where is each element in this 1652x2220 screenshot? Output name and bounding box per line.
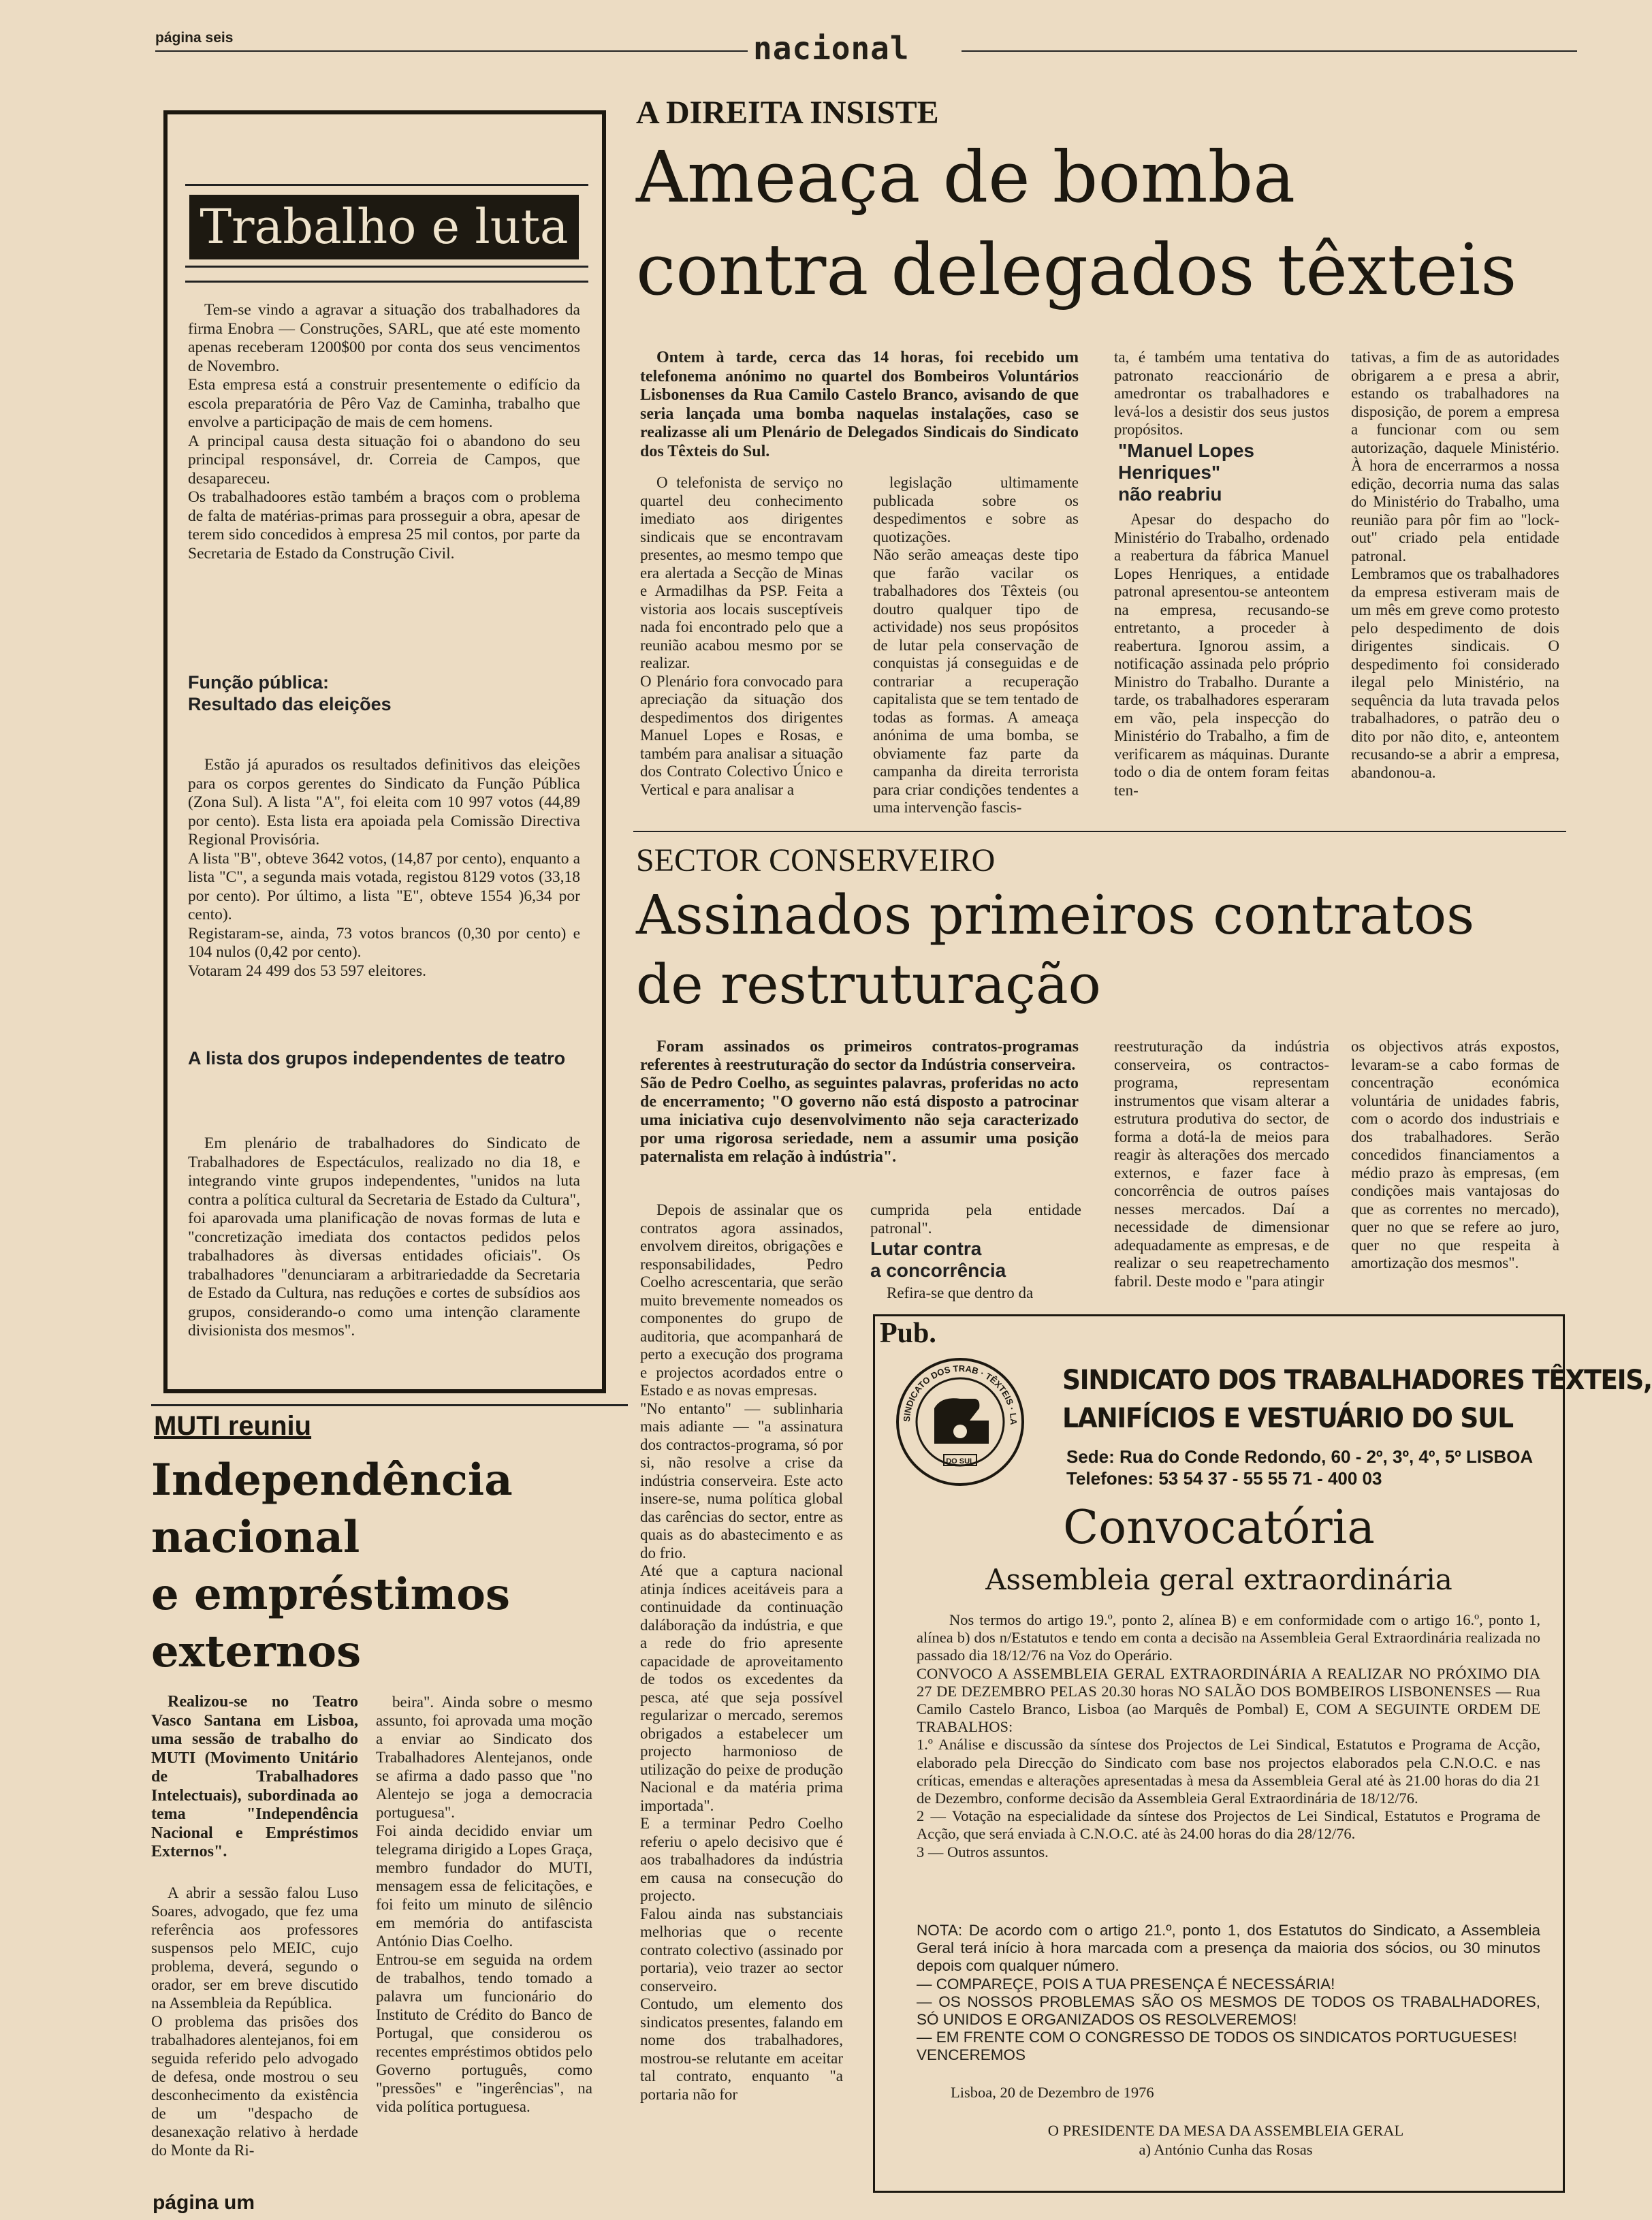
trabalho-rule-mid <box>185 266 588 268</box>
bomba-lead: Ontem à tarde, cerca das 14 horas, foi recebido um telefonema anónimo no quartel dos Bombeiros Voluntários Lisbonenses da Rua Camilo Castelo Branco, avisando de que seria lançada uma bomba naquelas instalações, caso se realizasse ali um Plenário de Delegados Sindicais do Sindicato dos Têxteis do Sul. <box>640 349 1079 460</box>
trabalho-title-text: Trabalho e luta <box>200 199 569 255</box>
ad-org-line2: LANIFÍCIOS E VESTUÁRIO DO SUL <box>1062 1403 1513 1434</box>
ad-body: Nos termos do artigo 19.º, ponto 2, alínea B) e em conformidade com o artigo 16.º, ponto 1, alínea b) dos n/Estatutos e tendo em conta a decisão na Assembleia Geral Extraordinária realizada no passado dia 18/12/76 na Voz do Operário. CONVOCO A ASSEMBLEIA GERAL EXTRAORDINÁRIA A REALIZAR NO PRÓXIMO DIA 27 DE DEZEMBRO PELAS 20.30 horas NO SALÃO DOS BOMBEIROS LISBONENSES — Rua Camilo Castelo Branco, Lisboa (ao Marquês de Pombal) E, COM A SEGUINTE ORDEM DE TRABALHOS: 1.º Análise e discussão da síntese dos Projectos de Lei Sindical, Estatutos e Programa de Acção, elaborado pela Direcção do Sindicato com base nos projectos elaborados pela C.N.O.C. e nas críticas, emendas e alterações apresentadas à mesa da Assembleia Geral até às 21.00 horas do dia 21 de Dezembro, conforme decisão da Assembleia Geral Extraordinária de 18/12/76. 2 — Votação na especialidade da síntese dos Projectos de Lei Sindical, Estatutos e Programa de Acção, que será enviada à C.N.O.C. até às 24.00 horas do dia 28/12/76. 3 — Outros assuntos. <box>917 1611 1540 1860</box>
conserveiro-rule <box>633 831 1566 832</box>
section-title: nacional <box>753 30 910 67</box>
muti-col2: beira". Ainda sobre o mesmo assunto, foi aprovada uma moção a enviar ao Sindicato dos Trabalhadores Alentejanos, onde se afirma a dado passo que "no Alentejo se joga a democracia portuguesa". Foi ainda decidido enviar um telegrama dirigido a Lopes Graça, membro fundador do MUTI, mensagem essa de felicitações, e foi feito um minuto de silêncio em memória do antifascista António Dias Coelho. Entrou-se em seguida na ordem de trabalhos, tendo tomado a palavra um funcionário do Instituto de Crédito do Banco de Portugal, que considerou os recentes empréstimos obtidos pelo Governo português, como "pressões" e "ingerências", na vida política portuguesa. <box>376 1694 592 2115</box>
ad-signature-line1: O PRESIDENTE DA MESA DA ASSEMBLEIA GERAL <box>1047 2122 1404 2139</box>
conserveiro-col2-heading: Lutar contra a concorrência <box>870 1238 1006 1281</box>
trabalho-rule-mid2 <box>185 281 588 283</box>
muti-col1: A abrir a sessão falou Luso Soares, advogado, que fez uma referência aos professores suspensos pelo MEIC, cujo problema, deverá, segundo o orador, ser em breve discutido na Assembleia da República. O problema das prisões dos trabalhadores alentejanos, foi em seguida referido pelo advogado de defesa, onde mostrou o seu desconhecimento da existência de um "despacho de desanexação relativo à herdade do Monte da Ri- <box>151 1884 358 2159</box>
trabalho-title <box>189 195 579 259</box>
muti-kicker: MUTI reuniu <box>154 1411 312 1441</box>
bomba-kicker: A DIREITA INSISTE <box>636 95 939 131</box>
bomba-col3-heading: "Manuel Lopes Henriques" não reabriu <box>1118 440 1254 505</box>
conserveiro-col1: Depois de assinalar que os contratos agora assinados, envolvem direitos, obrigações e responsabilidades, Pedro Coelho acrescentaria, que serão muito brevemente nomeados os componentes do grupo de auditoria, que acompanhará de perto a execução dos programa e projectos acordados entre o Estado e as novas empresas. "No entanto" — sublinharia mais adiante — "a assinatura dos contractos-programa, só por si, não resolve a crise da indústria conserveira. Este acto insere-se, numa política global das carências do sector, entre as quais as do abastecimento e as do frio. Até que a captura nacional atinja índices aceitáveis para a continuidade da continuação daláboração da indústria, e que a rede do frio apresente capacidade de aproveitamento de todos os excedentes da pesca, até que seja possível regularizar o mercado, seremos obrigados a estabelecer um projecto harmonioso de utilização do peixe de produção Nacional e da matéria prima importada". E a terminar Pedro Coelho referiu o apelo decisivo que é aos trabalhadores da indústria em causa na consecução do projecto. Falou ainda nas substanciais melhorias que o recente contrato colectivo (assinado por portaria), veio trazer ao sector conserveiro. Contudo, um elemento dos sindicatos presentes, falando em nome dos trabalhadores, mostrou-se relutante em aceitar tal contrato, enquanto "a portaria não for <box>640 1201 843 2103</box>
trabalho-rule-top <box>185 184 588 186</box>
header-rule-right <box>962 50 1577 52</box>
header-rule-left <box>155 50 748 52</box>
page-label: página seis <box>155 30 234 46</box>
ad-nota: NOTA: De acordo com o artigo 21.º, ponto 1, dos Estatutos do Sindicato, a Assembleia Geral terá início à hora marcada com a presença da maioria dos sócios, ou 30 minutos depois com qualquer número. — COMPAREÇE, POIS A TUA PRESENÇA É NECESSÁRIA! — OS NOSSOS PROBLEMAS SÃO OS MESMOS DE TODOS OS TRABALHADORES, SÓ UNIDOS E ORGANIZADOS OS RESOLVEREMOS! — EM FRENTE COM O CONGRESSO DE TODOS OS SINDICATOS PORTUGUESES! VENCEREMOS <box>917 1922 1540 2064</box>
ad-address: Sede: Rua do Conde Redondo, 60 - 2º, 3º, 4º, 5º LISBOA <box>1066 1446 1534 1467</box>
conserveiro-col3: reestruturação da indústria conserveira, os contractos-programa, representam instrumentos que visam alterar a estrutura produtiva do sector, de forma a dotá-la de meios para reagir às alterações dos mercado externos, e fazer face à concorrência de outros países nesses mercados. Daí a necessidade de dimensionar adequadamente as empresas, e de realizar o seu reapetrechamento fabril. Deste modo e "para atingir <box>1114 1038 1329 1290</box>
conserveiro-title-line2: de restruturação <box>636 953 1101 1016</box>
ad-date: Lisboa, 20 de Dezembro de 1976 <box>951 2084 1154 2101</box>
muti-title: Independência nacional e empréstimos externos <box>151 1455 513 1677</box>
ad-org-line1: SINDICATO DOS TRABALHADORES TÊXTEIS, <box>1062 1365 1652 1396</box>
funcao-body: Estão já apurados os resultados definitivos das eleições para os corpos gerentes do Sindicato da Função Pública (Zona Sul). A lista "A", foi eleita com 10 997 votos (44,89 por cento). Esta lista era apoiada pela Comissão Directiva Regional Provisória. A lista "B", obteve 3642 votos, (14,87 por cento), enquanto a lista "C", a segunda mais votada, registou 8129 votos (33,18 por cento). Por último, a lista "E", obteve 1554 )6,34 por cento). Registaram-se, ainda, 73 votos brancos (0,30 por cento) e 104 nulos (0,42 por cento). Votaram 24 499 dos 53 597 eleitores. <box>188 756 580 980</box>
ad-title: Convocatória <box>1063 1501 1375 1555</box>
svg-text:DO SUL: DO SUL <box>946 1457 974 1465</box>
conserveiro-kicker: SECTOR CONSERVEIRO <box>636 842 996 878</box>
muti-col1-lead: Realizou-se no Teatro Vasco Santana em Lisboa, uma sessão de trabalho do MUTI (Movimento Unitário de Trabalhadores Intelectuais), subordinada ao tema "Independência Nacional e Empréstimos Externos". <box>151 1693 358 1860</box>
svg-text:SINDICATO DOS TRAB · TÊXTEIS ·: SINDICATO DOS TRAB · TÊXTEIS · LA <box>901 1363 1019 1425</box>
ad-phones: Telefones: 53 54 37 - 55 55 71 - 400 03 <box>1066 1468 1382 1489</box>
conserveiro-col4: os objectivos atrás expostos, levaram-se a cabo formas de concentração económica voluntária de unidades fabris, com o acordo dos industriais e dos trabalhadores. Serão concedidos financiamentos a médio prazo às empresas, (em condições mais vantajosas do que as correntes no mercado), quer no que se refere ao juro, quer no que respeita à amortização dos mesmos". <box>1351 1038 1559 1271</box>
conserveiro-col2a: cumprida pela entidade patronal". <box>870 1201 1081 1237</box>
union-logo <box>893 1355 1027 1489</box>
ad-pub-label: Pub. <box>880 1318 936 1349</box>
ad-subtitle: Assembleia geral extraordinária <box>985 1563 1452 1596</box>
ad-signature-line2: a) António Cunha das Rosas <box>1139 2141 1313 2158</box>
bomba-col4: tativas, a fim de as autoridades obrigarem a e presa a abrir, estando os trabalhadores na disposição, de porem a empresa a funcionar com ou sem autorização, daquele Ministério. À hora de encerrarmos a nossa edição, decorria numa das salas do Ministério do Trabalho, uma reunião para pôr fim ao "lock-out" criado pela entidade patronal. Lembramos que os trabalhadores da empresa estiveram mais de um mês em greve como protesto pelo despedimento de dois dirigentes sindicais. O despedimento foi considerado ilegal pelo Ministério, na sequência da luta travada pelos trabalhadores, o patrão deu o dito por não dito, e, anteontem recusando-se a abrir a empresa, abandonou-a. <box>1351 349 1559 781</box>
conserveiro-title-line1: Assinados primeiros contratos <box>636 883 1475 947</box>
conserveiro-col2b: Refira-se que dentro da <box>887 1284 1034 1301</box>
funcao-heading: Função pública: Resultado das eleições <box>188 672 392 714</box>
teatro-body: Em plenário de trabalhadores do Sindicato de Trabalhadores de Espectáculos, realizado no dia 18, e integrando vinte grupos independentes, "unidos na luta contra a política cultural da Secretaria de Estado da Cultura", foi aparovada uma planificação de novas formas de luta e "concretização imediata dos contactos pedidos pelos trabalhadores às diversas entidades oficiais". Os trabalhadores "denunciaram a arbitrariedadde da Secretaria de Estado da Cultura, nas reduções e cortes de subsídios aos grupos, considerando-o como uma intenção claramente divisionista dos mesmos". <box>188 1135 580 1339</box>
bomba-col1: O telefonista de serviço no quartel deu conhecimento imediato aos dirigentes sindicais que se encontravam presentes, ao mesmo tempo que era alertada a Secção de Minas e Armadilhas da PSP. Feita a vistoria aos locais susceptíveis nada foi encontrado pelo que a reunião acabou mesmo por se realizar. O Plenário fora convocado para apreciação da situação dos despedimentos dos dirigentes Manuel Lopes e Rosas, e também para analisar a situação dos Contrato Colectivo Único e Vertical e para analisar a <box>640 474 843 798</box>
bomba-col3b: Apesar do despacho do Ministério do Trabalho, ordenado a reabertura da fábrica Manuel Lopes Henriques, a entidade patronal apresentou-se anteontem na empresa, recusando-se entretanto, a proceder à reabertura. Ignorou assim, a notificação assinada pelo próprio Ministro do Trabalho. Durante a tarde, os trabalhadores esperaram em vão, pela inspecção do Ministério do Trabalho, a fim de verificarem as máquinas. Durante todo o dia de ontem foram feitas ten- <box>1114 511 1329 799</box>
bomba-col2: legislação ultimamente publicada sobre os despedimentos e sobre as quotizações. Não serão ameaças deste tipo que farão vacilar os trabalhadores dos Têxteis (ou doutro qualquer tipo de actividade) nos seus propósitos de lutar pela conservação de conquistas já conseguidas e de contrariar a recuperação capitalista que se tem tentado de todas as formas. A ameaça anónima de uma bomba, se obviamente faz parte da campanha da direita terrorista para criar condições tendentes a uma intervenção fascis- <box>873 474 1079 816</box>
bomba-title-line1: Ameaça de bomba <box>636 136 1296 219</box>
muti-rule <box>151 1404 628 1406</box>
conserveiro-lead: Foram assinados os primeiros contratos-programas referentes à reestruturação do sector da Indústria conserveira. São de Pedro Coelho, as seguintes palavras, proferidas no acto de encerramento; "O governo não está disposto a patrocinar uma iniciativa cujo desenvolvimento não seja caracterizado por uma rigorosa seriedade, nem a assumir uma posição paternalista em relação à indústria". <box>640 1038 1079 1166</box>
teatro-heading: A lista dos grupos independentes de teatro <box>188 1048 566 1068</box>
trabalho-intro: Tem-se vindo a agravar a situação dos trabalhadores da firma Enobra — Construções, SARL, que até este momento apenas receberam 1200$00 por conta dos seus vencimentos de Novembro. Esta empresa está a construir presentemente o edifício da escola preparatória de Pêro Vaz de Caminha, trabalho que envolve a participação de mais de cem homens. A principal causa desta situação foi o abandono do seu principal responsável, dr. Correia de Campos, que desapareceu. Os trabalhadoores estão também a braços com o problema de falta de matérias-primas para prosseguir a obra, apesar de terem sido concedidos à empresa 25 mil contos, por parte da Secretaria de Estado da Construção Civil. <box>188 301 580 562</box>
footer-page-label: página um <box>153 2191 255 2214</box>
bomba-col3a: ta, é também uma tentativa do patronato reaccionário de amedrontar os trabalhadores e levá-los a desistir dos seus justos propósitos. <box>1114 349 1329 438</box>
bomba-title-line2: contra delegados têxteis <box>636 228 1517 311</box>
